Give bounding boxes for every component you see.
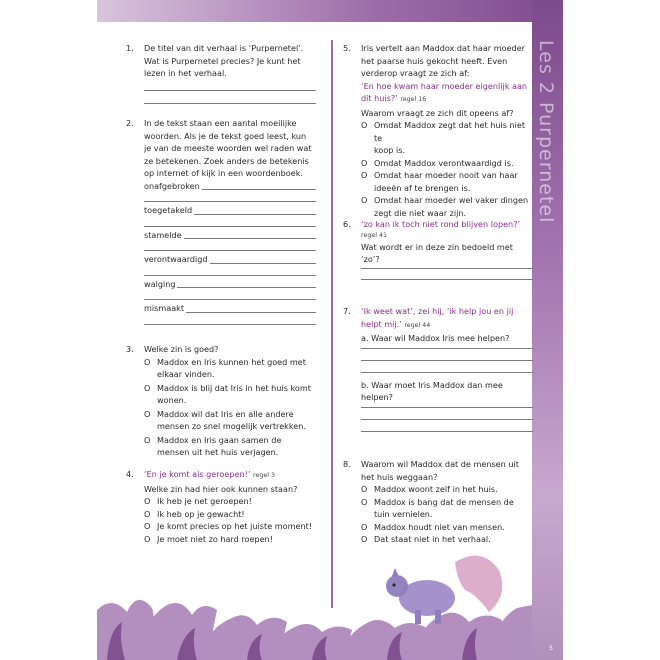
- answer-option[interactable]: O Maddox is bang dat de mensen de tuin vernielen.: [361, 496, 514, 519]
- question-number: 6.: [343, 219, 351, 229]
- answer-line[interactable]: [361, 431, 533, 432]
- line-reference: regel 3: [253, 472, 275, 479]
- radio-circle[interactable]: O: [144, 382, 151, 393]
- sub-question-b: b. Waar moet Iris Maddox dan mee: [361, 379, 503, 390]
- answer-line[interactable]: [184, 238, 316, 239]
- quote-line: dit huis?’: [361, 93, 398, 103]
- answer-line[interactable]: [361, 279, 533, 280]
- answer-line[interactable]: [361, 372, 533, 373]
- answer-line[interactable]: [144, 324, 316, 325]
- quote: ‘En je komt als geroepen!’: [144, 469, 251, 479]
- question-text-line: je van de meeste woorden wel raden wat: [144, 143, 312, 153]
- word-field[interactable]: [144, 204, 316, 217]
- lesson-title: Les 2 Purpernetel: [535, 40, 557, 224]
- question-text-line: Waarom wil Maddox dat de mensen uit: [361, 459, 519, 469]
- answer-line[interactable]: [144, 299, 316, 300]
- question-text-line: Wat is Purpernetel precies? Je kunt het: [144, 55, 301, 66]
- radio-circle[interactable]: O: [361, 157, 368, 168]
- question-text: Welke zin had hier ook kunnen staan?: [144, 483, 298, 494]
- radio-circle[interactable]: O: [144, 508, 151, 519]
- answer-line[interactable]: [144, 226, 316, 227]
- worksheet-page: [97, 0, 563, 660]
- word-label: onafgebroken: [144, 180, 200, 191]
- question-number: 8.: [343, 459, 351, 469]
- answer-option[interactable]: O Maddox woont zelf in het huis.: [361, 484, 498, 494]
- answer-option[interactable]: O Maddox is blij dat Iris in het huis komt wonen.: [144, 382, 311, 405]
- word-field[interactable]: [144, 302, 316, 315]
- word-label: verontwaardigd: [144, 254, 208, 264]
- answer-line[interactable]: [361, 419, 533, 420]
- word-field[interactable]: [144, 253, 316, 266]
- line-reference: regel 16: [400, 96, 427, 103]
- line-reference: regel 41: [361, 231, 387, 239]
- answer-line[interactable]: [144, 90, 316, 91]
- radio-circle[interactable]: O: [144, 408, 151, 419]
- radio-circle[interactable]: O: [144, 356, 151, 367]
- sub-question-b-cont: helpen?: [361, 392, 393, 402]
- question-text-line: woorden. Als je de tekst goed leest, kun: [144, 130, 307, 141]
- radio-circle[interactable]: O: [361, 496, 368, 507]
- question-text: Waarom vraagt ze zich dit opeens af?: [361, 107, 514, 118]
- question-text: Welke zin is goed?: [144, 344, 219, 354]
- answer-line[interactable]: [361, 360, 533, 361]
- question-number: 5.: [343, 43, 351, 53]
- question-text-line: lezen in het verhaal.: [144, 68, 227, 78]
- lesson-sidebar: [532, 0, 563, 660]
- answer-option[interactable]: O Ik heb op je gewacht!: [144, 508, 245, 519]
- question-text-line: het huis weggaan?: [361, 471, 438, 482]
- answer-line[interactable]: [361, 407, 533, 408]
- question-text-line: In de tekst staan een aantal moeilijke: [144, 118, 297, 128]
- answer-line[interactable]: [177, 287, 316, 288]
- answer-option[interactable]: O Maddox en Iris kunnen het goed met elkaar vinden.: [144, 356, 306, 379]
- question-text-line: ‘zo’?: [361, 254, 380, 264]
- answer-line[interactable]: [194, 214, 316, 215]
- answer-option[interactable]: O Maddox wil dat Iris en alle andere mensen zo snel mogelijk vertrekken.: [144, 408, 306, 431]
- answer-option[interactable]: O Je komt precies op het juiste moment!: [144, 521, 312, 531]
- answer-line[interactable]: [202, 189, 316, 190]
- word-field[interactable]: [144, 229, 316, 242]
- answer-line[interactable]: [361, 348, 533, 349]
- radio-circle[interactable]: O: [361, 195, 368, 205]
- radio-circle[interactable]: O: [144, 533, 151, 544]
- question-text-line: verderop vraagt ze zich af:: [361, 68, 470, 78]
- squirrel-icon: [386, 556, 502, 624]
- nettle-plants-illustration: [97, 550, 532, 660]
- answer-line[interactable]: [144, 201, 316, 202]
- radio-circle[interactable]: O: [144, 496, 151, 506]
- column-divider: [331, 40, 333, 608]
- word-label: stamelde: [144, 229, 182, 240]
- question-number: 3.: [126, 344, 134, 354]
- answer-option[interactable]: O Je moet niet zo hard roepen!: [144, 533, 273, 544]
- answer-option[interactable]: O Maddox en Iris gaan samen de mensen uit het huis verjagen.: [144, 434, 282, 457]
- answer-option[interactable]: O Ik heb je net geroepen!: [144, 496, 252, 506]
- question-text-line: Wat wordt er in deze zin bedoeld met: [361, 241, 513, 252]
- radio-circle[interactable]: O: [361, 170, 368, 180]
- quote-line: ‘En hoe kwam haar moeder eigenlijk aan: [361, 80, 528, 91]
- question-number: 2.: [126, 118, 134, 128]
- word-field[interactable]: [144, 180, 316, 193]
- answer-option[interactable]: O Omdat haar moeder nooit van haar ideeën af te brengen is.: [361, 170, 518, 193]
- answer-line[interactable]: [186, 312, 316, 313]
- answer-option[interactable]: O Maddox houdt niet van mensen.: [361, 521, 505, 532]
- answer-line[interactable]: [144, 103, 316, 104]
- answer-option[interactable]: O Omdat Maddox zegt dat het huis niet te koop is.: [361, 120, 526, 155]
- quote-line: helpt mij.’: [361, 318, 402, 329]
- question-text-line: De titel van dit verhaal is ‘Purpernetel’.: [144, 43, 304, 53]
- page-number: 5: [549, 645, 553, 652]
- answer-line[interactable]: [210, 263, 316, 264]
- question-number: 1.: [126, 43, 134, 53]
- radio-circle[interactable]: O: [361, 521, 368, 532]
- radio-circle[interactable]: O: [361, 534, 368, 544]
- top-band: [97, 0, 563, 22]
- answer-option[interactable]: O Dat staat niet in het verhaal.: [361, 534, 491, 544]
- quote-line: ‘Ik weet wat’, zei hij, ‘ik help jou en jij: [361, 306, 514, 316]
- word-label: toegetakeld: [144, 205, 193, 215]
- word-field[interactable]: [144, 278, 316, 291]
- question-number: 4.: [126, 469, 134, 479]
- question-number: 7.: [343, 306, 351, 316]
- radio-circle[interactable]: O: [361, 120, 368, 130]
- word-label: mismaakt: [144, 303, 185, 313]
- answer-option[interactable]: O Omdat haar moeder wel vaker dingen zegt die niet waar zijn.: [361, 195, 529, 218]
- radio-circle[interactable]: O: [144, 434, 151, 445]
- quote: ‘zo kan ik toch niet rond blijven lopen?’: [361, 219, 521, 229]
- answer-line[interactable]: [144, 250, 316, 251]
- word-label: walging: [144, 278, 176, 289]
- answer-line[interactable]: [144, 275, 316, 276]
- radio-circle[interactable]: O: [361, 484, 368, 494]
- answer-option[interactable]: O Omdat Maddox verontwaardigd is.: [361, 157, 514, 168]
- radio-circle[interactable]: O: [144, 521, 151, 531]
- question-text-line: op internet of kijk in een woordenboek.: [144, 168, 303, 178]
- answer-line[interactable]: [361, 268, 533, 269]
- question-text-line: het paarse huis gekocht heeft. Even: [361, 55, 508, 66]
- line-reference: regel 44: [404, 321, 431, 329]
- question-text-line: ze betekenen. Zoek anders de betekenis: [144, 155, 309, 166]
- sub-question-a: a. Waar wil Maddox Iris mee helpen?: [361, 333, 510, 343]
- question-text-line: Iris vertelt aan Maddox dat haar moeder: [361, 43, 525, 53]
